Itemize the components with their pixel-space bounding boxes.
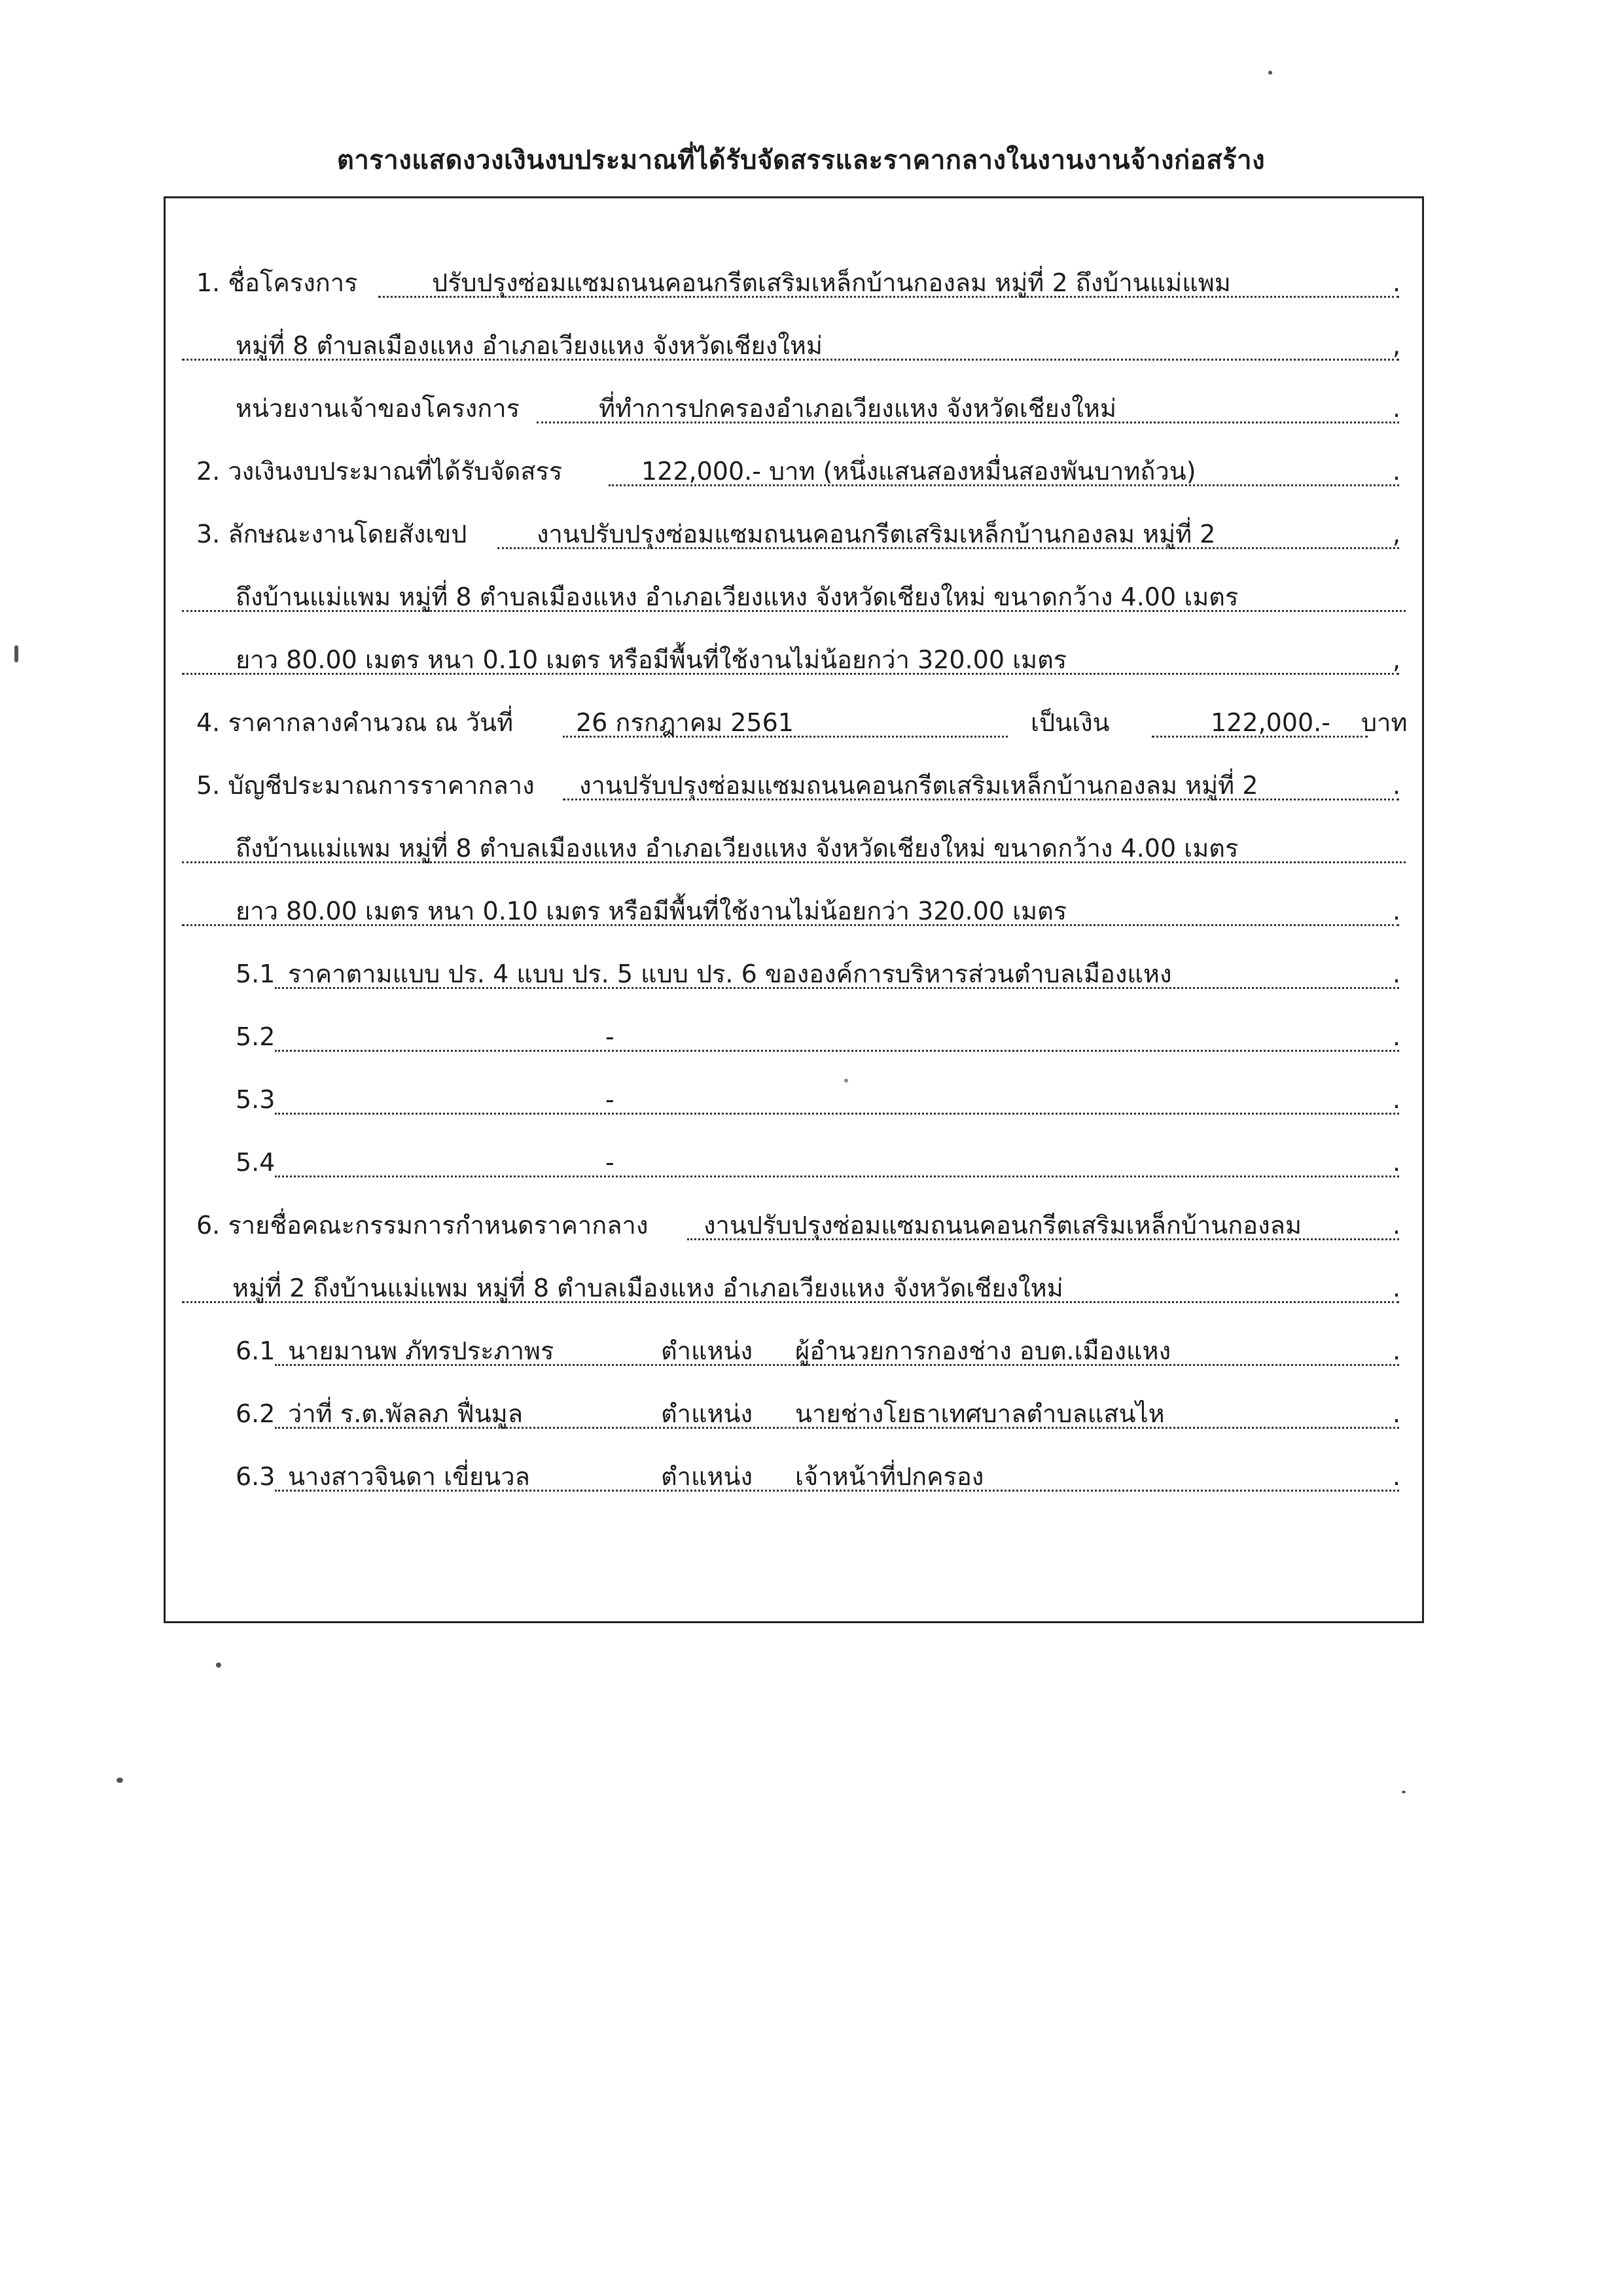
line-end-dot: . bbox=[1393, 960, 1401, 988]
dotted-line bbox=[275, 1113, 1399, 1115]
line-end-dot: . bbox=[1393, 1336, 1401, 1365]
subitem-5-4-value: - bbox=[605, 1148, 614, 1177]
item2-label: 2. วงเงินงบประมาณที่ได้รับจัดสรร bbox=[196, 457, 563, 486]
item2-value: 122,000.- บาท (หนึ่งแสนสองหมื่นสองพันบาทถ้วน) bbox=[641, 457, 1196, 486]
dotted-line bbox=[275, 1175, 1399, 1177]
scan-speck bbox=[14, 645, 18, 662]
member-6-1-position: ผู้อำนวยการกองช่าง อบต.เมืองแหง bbox=[795, 1336, 1171, 1365]
member-6-3-label: 6.3 bbox=[236, 1462, 276, 1491]
item3-value-cont: ถึงบ้านแม่แพม หมู่ที่ 8 ตำบลเมืองแหง อำเภอเวียงแหง จังหวัดเชียงใหม่ ขนาดกว้าง 4.00 เมตร bbox=[236, 583, 1239, 611]
line-end-dot: . bbox=[1393, 1148, 1401, 1177]
member-6-2-name: ว่าที่ ร.ต.พัลลภ ฟื่นมูล bbox=[288, 1399, 524, 1428]
item4-date: 26 กรกฎาคม 2561 bbox=[576, 708, 794, 737]
item1-value: ปรับปรุงซ่อมแซมถนนคอนกรีตเสริมเหล็กบ้านกองลม หมู่ที่ 2 ถึงบ้านแม่แพม bbox=[432, 268, 1231, 297]
item4-label: 4. ราคากลางคำนวณ ณ วันที่ bbox=[196, 708, 514, 737]
line-end-dot: . bbox=[1393, 457, 1401, 486]
line-end-comma: , bbox=[1393, 520, 1401, 548]
line-end-dot: . bbox=[1393, 1274, 1401, 1302]
line-end-comma: , bbox=[1393, 331, 1401, 360]
line-end-dot: . bbox=[1393, 1211, 1401, 1240]
scan-speck bbox=[844, 1079, 848, 1083]
subitem-5-2-value: - bbox=[605, 1022, 614, 1051]
item1-label: 1. ชื่อโครงการ bbox=[196, 268, 358, 297]
member-6-3-position: เจ้าหน้าที่ปกครอง bbox=[795, 1462, 984, 1491]
line-end-dot: . bbox=[1393, 1085, 1401, 1114]
line-end-dot: . bbox=[1393, 897, 1401, 925]
item1-owner-label: หน่วยงานเจ้าของโครงการ bbox=[236, 394, 520, 423]
member-6-3-position-label: ตำแหน่ง bbox=[661, 1462, 753, 1491]
item4-amount-label: เป็นเงิน bbox=[1031, 708, 1110, 737]
line-end-dot: . bbox=[1393, 268, 1401, 297]
item5-value: งานปรับปรุงซ่อมแซมถนนคอนกรีตเสริมเหล็กบ้านกองลม หมู่ที่ 2 bbox=[579, 771, 1258, 800]
subitem-5-3-label: 5.3 bbox=[236, 1085, 276, 1114]
member-6-1-position-label: ตำแหน่ง bbox=[661, 1336, 753, 1365]
item6-label: 6. รายชื่อคณะกรรมการกำหนดราคากลาง bbox=[196, 1211, 649, 1240]
scan-speck bbox=[1402, 1791, 1406, 1793]
item5-value-cont: ถึงบ้านแม่แพม หมู่ที่ 8 ตำบลเมืองแหง อำเภอเวียงแหง จังหวัดเชียงใหม่ ขนาดกว้าง 4.00 เมตร bbox=[236, 834, 1239, 863]
member-6-2-label: 6.2 bbox=[236, 1399, 276, 1428]
scan-speck bbox=[116, 1778, 123, 1783]
line-end-dot: . bbox=[1393, 1462, 1401, 1491]
subitem-5-1-value: ราคาตามแบบ ปร. 4 แบบ ปร. 5 แบบ ปร. 6 ขององค์การบริหารส่วนตำบลเมืองแหง bbox=[288, 960, 1172, 988]
member-6-3-name: นางสาวจินดา เขี่ยนวล bbox=[288, 1462, 530, 1491]
page-title: ตารางแสดงวงเงินงบประมาณที่ได้รับจัดสรรและราคากลางในงานงานจ้างก่อสร้าง bbox=[336, 145, 1266, 175]
item1-owner-value: ที่ทำการปกครองอำเภอเวียงแหง จังหวัดเชียงใหม่ bbox=[599, 394, 1117, 423]
subitem-5-4-label: 5.4 bbox=[236, 1148, 276, 1177]
item3-value-cont2: ยาว 80.00 เมตร หนา 0.10 เมตร หรือมีพื้นที่ใช้งานไม่น้อยกว่า 320.00 เมตร bbox=[236, 645, 1067, 674]
line-end-dot: . bbox=[1393, 394, 1401, 423]
subitem-5-1-label: 5.1 bbox=[236, 960, 276, 988]
scan-speck bbox=[1268, 71, 1272, 75]
member-6-2-position: นายช่างโยธาเทศบาลตำบลแสนไห bbox=[795, 1399, 1165, 1428]
item6-value: งานปรับปรุงซ่อมแซมถนนคอนกรีตเสริมเหล็กบ้านกองลม bbox=[703, 1211, 1302, 1240]
item4-amount: 122,000.- bbox=[1211, 708, 1330, 737]
subitem-5-2-label: 5.2 bbox=[236, 1022, 276, 1051]
member-6-1-label: 6.1 bbox=[236, 1336, 276, 1365]
line-end-dot: . bbox=[1393, 1399, 1401, 1428]
subitem-5-3-value: - bbox=[605, 1085, 614, 1114]
item6-value-cont: หมู่ที่ 2 ถึงบ้านแม่แพม หมู่ที่ 8 ตำบลเมืองแหง อำเภอเวียงแหง จังหวัดเชียงใหม่ bbox=[232, 1274, 1063, 1302]
member-6-1-name: นายมานพ ภัทรประภาพร bbox=[288, 1336, 554, 1365]
item3-value: งานปรับปรุงซ่อมแซมถนนคอนกรีตเสริมเหล็กบ้านกองลม หมู่ที่ 2 bbox=[537, 520, 1216, 548]
dotted-line bbox=[275, 1050, 1399, 1052]
item3-label: 3. ลักษณะงานโดยสังเขป bbox=[196, 520, 467, 548]
item5-label: 5. บัญชีประมาณการราคากลาง bbox=[196, 771, 535, 800]
line-end-dot: . bbox=[1393, 1022, 1401, 1051]
member-6-2-position-label: ตำแหน่ง bbox=[661, 1399, 753, 1428]
item4-unit: บาท bbox=[1361, 708, 1408, 737]
item5-value-cont2: ยาว 80.00 เมตร หนา 0.10 เมตร หรือมีพื้นที่ใช้งานไม่น้อยกว่า 320.00 เมตร bbox=[236, 897, 1067, 925]
line-end-dot: . bbox=[1393, 771, 1401, 800]
scan-speck bbox=[216, 1662, 221, 1668]
item1-value-cont: หมู่ที่ 8 ตำบลเมืองแหง อำเภอเวียงแหง จังหวัดเชียงใหม่ bbox=[236, 331, 823, 360]
line-end-comma: , bbox=[1393, 645, 1401, 674]
